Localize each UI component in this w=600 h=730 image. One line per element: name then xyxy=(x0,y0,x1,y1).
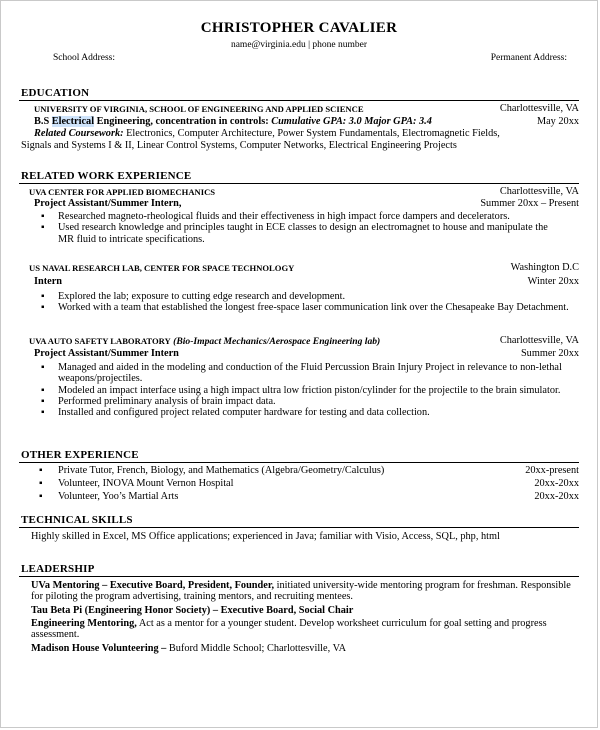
job-bullet: ▪ Managed and aided in the modeling and conduction of the Fluid Percussion Brain Injury Project in relevance to non-lethal weapons/projectiles. xyxy=(41,362,577,385)
leadership-text: initiated university-wide mentoring program for freshman. Responsible for piloting the program advertising, training mentors, and recruiting mentees. xyxy=(31,580,571,603)
education-school: UNIVERSITY OF VIRGINIA, SCHOOL OF ENGINEERING AND APPLIED SCIENCE xyxy=(34,104,364,114)
leadership-rule xyxy=(19,576,579,577)
technical-skills-text: Highly skilled in Excel, MS Office applications; experienced in Java; familiar with Visio, Access, SQL, php, html xyxy=(31,531,500,542)
education-degree xyxy=(34,117,432,127)
leadership-role: Tau Beta Pi (Engineering Honor Society) – Executive Board, Social Chair xyxy=(31,605,354,616)
job-date: Winter 20xx xyxy=(527,276,579,287)
job-bullets xyxy=(41,362,577,418)
leadership-item xyxy=(31,643,579,654)
degree-highlight: Electrical xyxy=(51,116,95,127)
job-location: Washington D.C xyxy=(510,262,579,273)
other-experience-date: 20xx-20xx xyxy=(534,478,579,489)
job-org-italic: (Bio-Impact Mechanics/Aerospace Engineering lab) xyxy=(170,336,381,347)
other-experience-text: Volunteer, INOVA Mount Vernon Hospital xyxy=(58,478,234,489)
contact-line: name@virginia.edu | phone number xyxy=(230,40,368,50)
job-org-line xyxy=(29,337,380,347)
school-address-label: School Address: xyxy=(53,53,116,63)
other-experience-date: 20xx-present xyxy=(525,465,579,476)
job-role: Project Assistant/Summer Intern xyxy=(34,348,179,359)
leadership-item xyxy=(31,618,577,641)
gpa: Cumulative GPA: 3.0 Major GPA: 3.4 xyxy=(271,116,432,127)
job-bullet: ▪ Installed and configured project related computer hardware for testing and data collection. xyxy=(41,407,577,418)
coursework-line-1 xyxy=(34,129,500,139)
other-experience-item xyxy=(39,465,579,476)
leadership-heading: LEADERSHIP xyxy=(21,563,95,575)
job-location: Charlottesville, VA xyxy=(499,335,579,346)
related-work-rule xyxy=(19,183,579,184)
leadership-item xyxy=(31,580,575,603)
job-org: US NAVAL RESEARCH LAB, CENTER FOR SPACE TECHNOLOGY xyxy=(29,263,295,273)
education-date: May 20xx xyxy=(536,116,579,127)
technical-skills-heading: TECHNICAL SKILLS xyxy=(21,514,133,526)
other-experience-item xyxy=(39,478,579,489)
job-bullet: ▪ Used research knowledge and principles taught in ECE classes to design an electromagnet to house and manipulate the MR fluid to intricate specifications. xyxy=(41,222,579,245)
job-role: Intern xyxy=(34,276,63,287)
resume-name: CHRISTOPHER CAVALIER xyxy=(200,20,398,36)
job-bullet: ▪ Researched magneto-rheological fluids and their effectiveness in high impact force dampers and decelerators. xyxy=(41,211,579,222)
related-work-heading: RELATED WORK EXPERIENCE xyxy=(21,170,192,182)
job-bullet: ▪ Modeled an impact interface using a high impact ultra low friction piston/cylinder for the projectile to the brain simulator. xyxy=(41,385,577,396)
leadership-role: Madison House Volunteering – xyxy=(31,643,167,654)
job-bullets xyxy=(41,211,579,245)
other-experience-item xyxy=(39,491,579,502)
leadership-text: Buford Middle School; Charlottesville, VA xyxy=(166,643,347,654)
job-date: Summer 20xx xyxy=(520,348,579,359)
technical-skills-rule xyxy=(19,527,579,528)
job-date: Summer 20xx – Present xyxy=(480,198,579,209)
job-org: UVA AUTO SAFETY LABORATORY xyxy=(29,336,171,346)
leadership-role: Engineering Mentoring, xyxy=(31,618,137,629)
job-location: Charlottesville, VA xyxy=(499,186,579,197)
job-bullet: ▪ Performed preliminary analysis of brain impact data. xyxy=(41,396,577,407)
coursework-text-1: Electronics, Computer Architecture, Power System Fundamentals, Electromagnetic Fields, xyxy=(123,128,500,139)
other-experience-rule xyxy=(19,462,579,463)
degree-prefix: B.S xyxy=(34,116,52,127)
permanent-address-label: Permanent Address: xyxy=(490,53,567,63)
leadership-item xyxy=(31,605,579,616)
coursework-label: Related Coursework: xyxy=(34,128,124,139)
degree-rest: Engineering, concentration in controls: xyxy=(94,116,272,127)
education-location: Charlottesville, VA xyxy=(499,103,579,114)
job-role: Project Assistant/Summer Intern, xyxy=(34,198,182,209)
education-rule xyxy=(19,100,579,101)
job-bullet: ▪ Worked with a team that established the longest free-space laser communication link over the Chesapeake Bay Detachment. xyxy=(41,302,575,313)
other-experience-text: Private Tutor, French, Biology, and Mathematics (Algebra/Geometry/Calculus) xyxy=(58,465,385,476)
leadership-text: Act as a mentor for a younger student. Develop worksheet curriculum for goal setting and progress assessment. xyxy=(31,618,547,641)
job-bullet: ▪ Explored the lab; exposure to cutting edge research and development. xyxy=(41,291,575,302)
other-experience-text: Volunteer, Yoo’s Martial Arts xyxy=(58,491,179,502)
job-bullets xyxy=(41,291,575,314)
education-heading: EDUCATION xyxy=(21,87,90,99)
other-experience-date: 20xx-20xx xyxy=(534,491,579,502)
leadership-role: UVa Mentoring – Executive Board, President, Founder, xyxy=(31,580,275,591)
other-experience-heading: OTHER EXPERIENCE xyxy=(21,449,139,461)
coursework-line-2: Signals and Systems I & II, Linear Control Systems, Computer Networks, Electrical Engineering Projects xyxy=(21,140,457,151)
job-org: UVA CENTER FOR APPLIED BIOMECHANICS xyxy=(29,187,216,197)
